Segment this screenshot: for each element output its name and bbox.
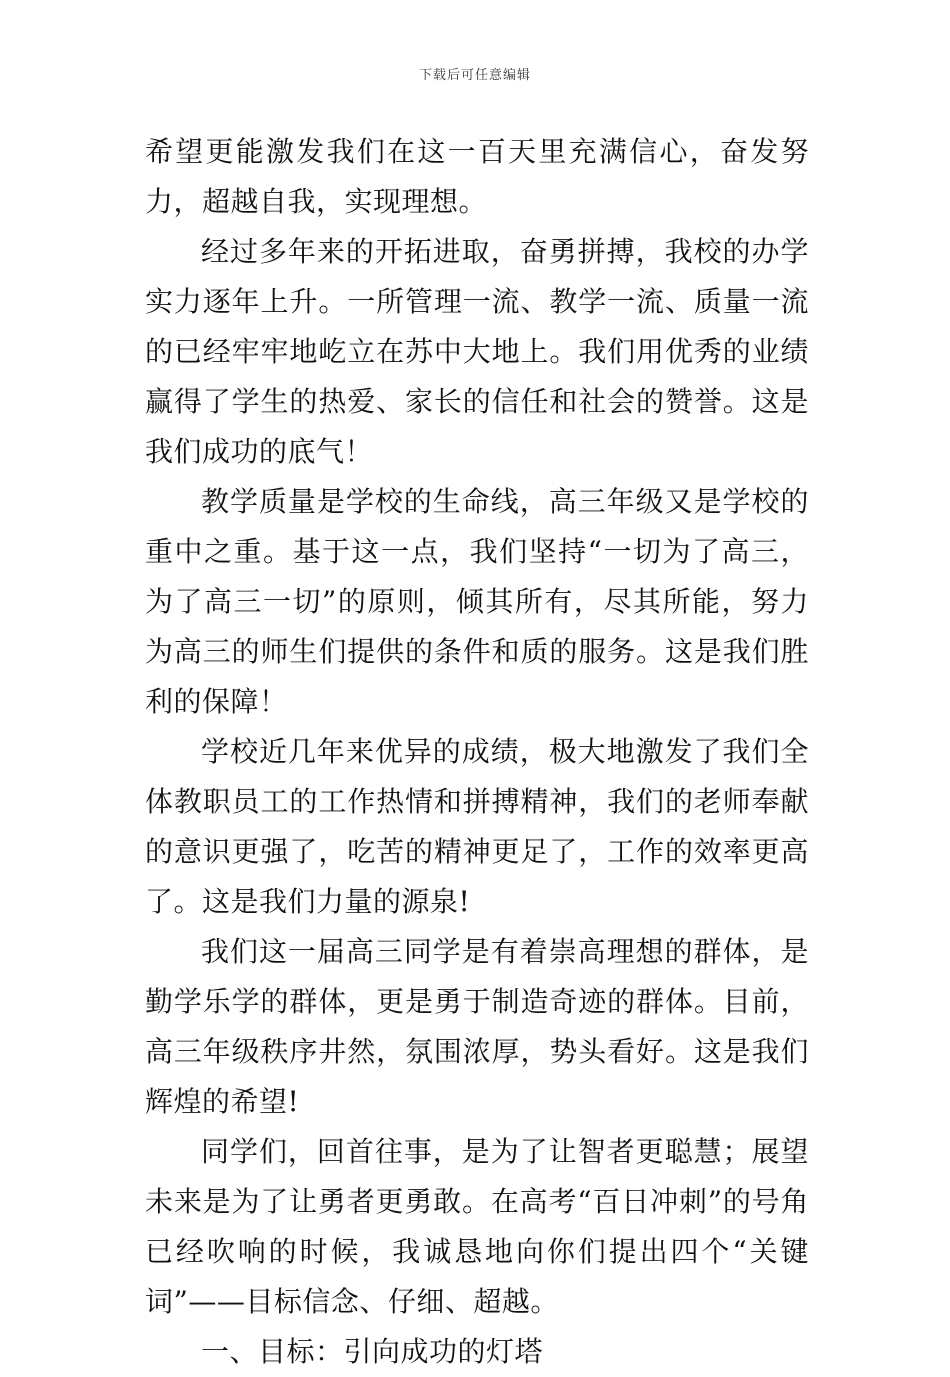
paragraph-teaching-quality: 教学质量是学校的生命线，高三年级又是学校的重中之重。基于这一点，我们坚持“一切为了高三，为了高三一切”的原则，倾其所有，尽其所能，努力为高三的师生们提供的条件和质的服务。这是我们胜利的保障！ (145, 485, 809, 718)
paragraph-school-strength: 经过多年来的开拓进取，奋勇拼搏，我校的办学实力逐年上升。一所管理一流、教学一流、质量一流的已经牢牢地屹立在苏中大地上。我们用优秀的业绩赢得了学生的热爱、家长的信任和社会的赞誉。这是我们成功的底气！ (145, 235, 809, 468)
page-header-note: 下载后可任意编辑 (418, 68, 531, 83)
paragraph-continuation: 希望更能激发我们在这一百天里充满信心，奋发努力，超越自我，实现理想。 (145, 135, 809, 218)
document-body (145, 127, 809, 1377)
paragraph-keywords: 同学们，回首往事，是为了让智者更聪慧；展望未来是为了让勇者更勇敢。在高考“百日冲刺”的号角已经吹响的时候，我诚恳地向你们提出四个“关键词”——目标信念、仔细、超越。 (145, 1135, 809, 1318)
paragraph-staff-enthusiasm: 学校近几年来优异的成绩，极大地激发了我们全体教职员工的工作热情和拼搏精神，我们的老师奉献的意识更强了，吃苦的精神更足了，工作的效率更高了。这是我们力量的源泉! (145, 735, 809, 918)
paragraph-senior-students: 我们这一届高三同学是有着崇高理想的群体，是勤学乐学的群体，更是勇于制造奇迹的群体。目前，高三年级秩序井然，氛围浓厚，势头看好。这是我们辉煌的希望! (145, 935, 809, 1118)
section-heading: 一、目标：引向成功的灯塔 (201, 1335, 544, 1368)
